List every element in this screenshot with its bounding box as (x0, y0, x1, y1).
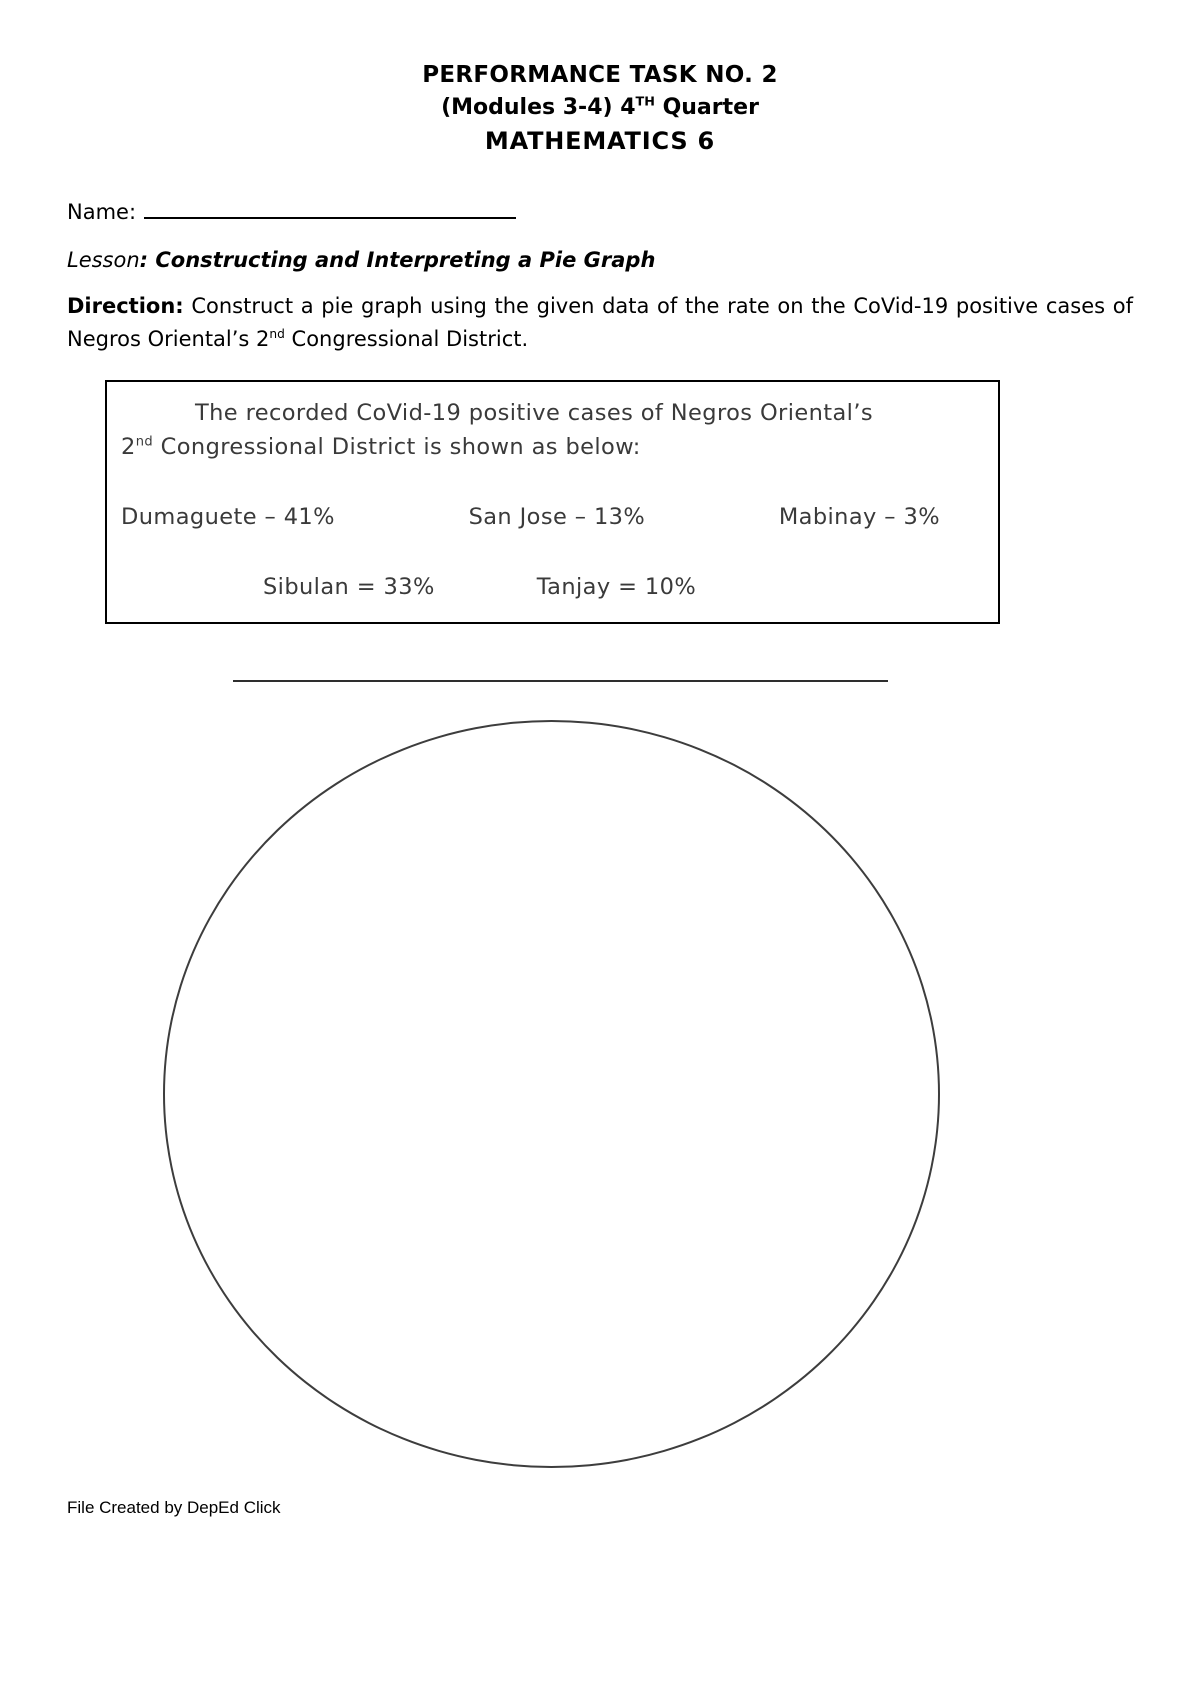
footer-credit: File Created by DepEd Click (67, 1498, 281, 1517)
subject-title: MATHEMATICS 6 (484, 127, 716, 155)
direction-paragraph (67, 290, 1133, 356)
data-value-sibulan: Sibulan = 33% (263, 574, 435, 601)
name-label: Name: (67, 200, 137, 224)
direction-text: Construct a pie graph using the given data of the rate on the CoVid-19 positive cases of Negros Oriental’s 2 (67, 294, 1133, 352)
name-blank-line (144, 197, 516, 219)
direction-label: Direction: (67, 294, 184, 318)
subtitle-text-after: Quarter (654, 95, 759, 120)
data-row-2 (263, 574, 984, 600)
subtitle-text: (Modules 3-4) 4 (441, 95, 636, 120)
intro-line2-text: 2 (121, 434, 136, 461)
data-value-tanjay: Tanjay = 10% (536, 574, 697, 601)
data-value-san-jose: San Jose – 13% (468, 504, 646, 531)
data-value-dumaguete: Dumaguete – 41% (121, 504, 335, 531)
page-title: PERFORMANCE TASK NO. 2 (422, 62, 778, 88)
name-row (67, 197, 1133, 224)
lesson-label: Lesson (67, 248, 140, 272)
lesson-title: : Constructing and Interpreting a Pie Graph (139, 248, 656, 272)
data-box (105, 380, 1000, 624)
page-subtitle (0, 95, 1200, 120)
graph-title-blank-line (233, 680, 888, 682)
intro-line2-superscript: nd (135, 434, 154, 450)
data-box-intro-line2 (121, 434, 984, 460)
direction-text-after: Congressional District. (284, 327, 529, 352)
data-box-intro-line1: The recorded CoVid-19 positive cases of Negros Oriental’s (195, 400, 874, 427)
direction-superscript: nd (269, 327, 285, 342)
intro-line2-text-after: Congressional District is shown as below: (153, 434, 641, 461)
data-value-mabinay: Mabinay – 3% (778, 504, 940, 531)
empty-pie-chart-outline (163, 720, 940, 1468)
data-row-1 (121, 504, 984, 530)
lesson-row (67, 248, 1133, 272)
subtitle-superscript: TH (635, 94, 655, 110)
title-block (0, 0, 1200, 155)
